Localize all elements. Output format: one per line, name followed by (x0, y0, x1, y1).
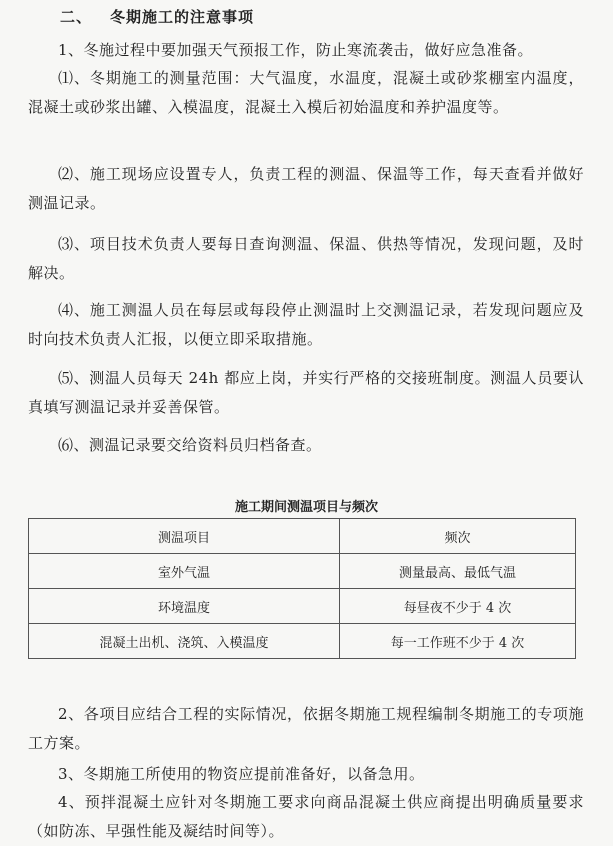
table-row (29, 554, 576, 589)
table-header-cell: 测温项目 (29, 519, 340, 554)
section-number: 二、 (60, 8, 93, 26)
table-header-cell: 频次 (340, 519, 576, 554)
paragraph-2: 2、各项目应结合工程的实际情况，依据冬期施工规程编制冬期施工的专项施工方案。 (28, 705, 584, 752)
table-cell: 每一工作班不少于 4 次 (340, 624, 576, 659)
section-heading (60, 6, 254, 27)
table-title: 施工期间测温项目与频次 (234, 500, 378, 515)
paragraph-1-6: ⑹、测温记录要交给资料员归档备查。 (58, 436, 322, 454)
paragraph-1-4: ⑷、施工测温人员在每层或每段停止测温时上交测温记录，若发现问题应及时向技术负责人汇报，以便立即采取措施。 (28, 301, 584, 348)
paragraph-1-2: ⑵、施工现场应设置专人，负责工程的测温、保温等工作，每天查看并做好测温记录。 (28, 165, 584, 212)
section-title: 冬期施工的注意事项 (110, 8, 255, 26)
table-cell: 室外气温 (29, 554, 340, 589)
table-cell: 每昼夜不少于 4 次 (340, 589, 576, 624)
measurement-table (28, 518, 576, 659)
table-cell: 测量最高、最低气温 (340, 554, 576, 589)
paragraph-1-3: ⑶、项目技术负责人要每日查询测温、保温、供热等情况，发现问题，及时解决。 (28, 235, 584, 282)
paragraph-1-5: ⑸、测温人员每天 24h 都应上岗，并实行严格的交接班制度。测温人员要认真填写测温记录并妥善保管。 (28, 369, 584, 416)
paragraph-1: 1、冬施过程中要加强天气预报工作，防止寒流袭击，做好应急准备。 (58, 41, 534, 59)
table-row (29, 589, 576, 624)
table-row (29, 624, 576, 659)
table-header-row (29, 519, 576, 554)
paragraph-4: 4、预拌混凝土应针对冬期施工要求向商品混凝土供应商提出明确质量要求（如防冻、早强性能及凝结时间等）。 (28, 793, 584, 840)
paragraph-1-1: ⑴、冬期施工的测量范围：大气温度，水温度，混凝土或砂浆棚室内温度，混凝土或砂浆出罐、入模温度，混凝土入模后初始温度和养护温度等。 (28, 69, 584, 116)
paragraph-3: 3、冬期施工所使用的物资应提前准备好，以备急用。 (58, 765, 425, 783)
table-cell: 混凝土出机、浇筑、入模温度 (29, 624, 340, 659)
table-cell: 环境温度 (29, 589, 340, 624)
